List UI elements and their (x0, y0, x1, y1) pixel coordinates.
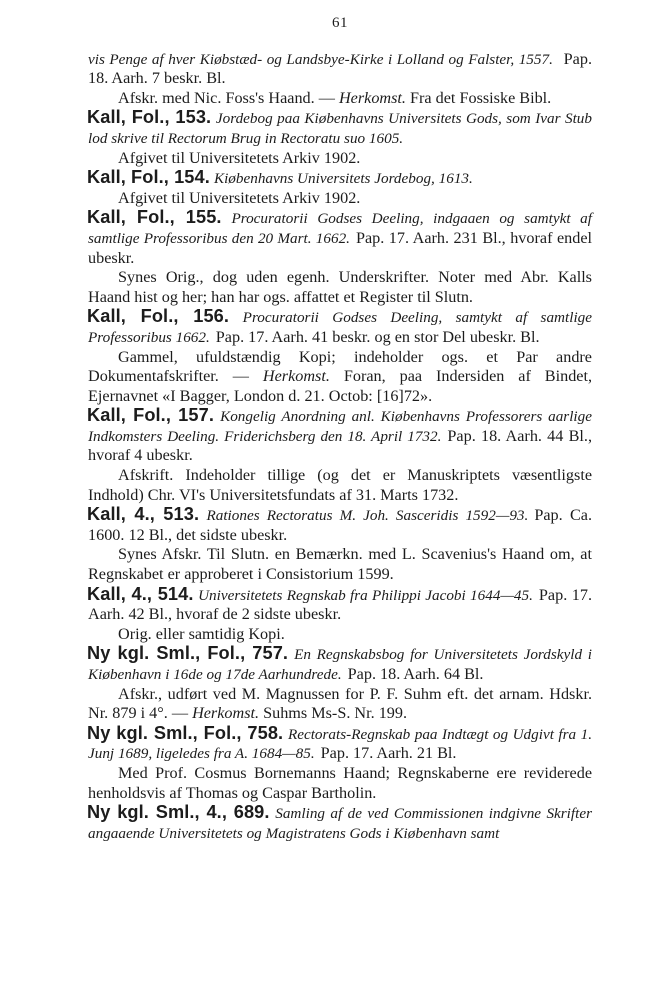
note-text: Afskrift. Indeholder tillige (og det er Manuskriptets væsentligste Indhold) Chr. VI's Universitetsfundats af 31. Marts 1732. (88, 466, 592, 504)
provenance-label: Herkomst. (262, 367, 330, 386)
entry-title: Jordebog paa Kiøbenhavns Universitets Gods, som Ivar Stub lod skrive til Rectorum Brug in Rectoratu suo 1605. (88, 110, 592, 147)
note-text: Synes Orig., dog uden egenh. Underskrifter. Noter med Abr. Kalls Haand hist og her; han har ogs. affattet et Register til Slutn. (88, 268, 592, 306)
entry-text (88, 108, 592, 148)
entry-note (88, 545, 592, 584)
entry-title: vis Penge af hver Kiøbstæd- og Landsbye-Kirke i Lolland og Falster, 1557. (88, 50, 553, 68)
entry-title: Procuratorii Godses Deeling, indgaaen og samtykt af samtlige Professoribus den 20 Mart. 1662. (88, 210, 592, 247)
catalog-entry (88, 208, 592, 307)
catalog-entries (88, 108, 592, 843)
entry-details: Pap. 18. Aarh. 44 Bl., hvoraf 4 ubeskr. (88, 426, 592, 465)
entry-details: Pap. Ca. 1600. 12 Bl., det sidste ubeskr. (88, 506, 593, 544)
note-tail: Fra det Fossiske Bibl. (410, 88, 552, 107)
shelfmark-heading: Kall, 4., 513. (87, 504, 200, 525)
entry-text (88, 585, 592, 625)
entry-title: Universitetets Regnskab fra Philippi Jacobi 1644—45. (198, 586, 533, 604)
note-text: Afskr. med Nic. Foss's Haand. — (118, 88, 335, 107)
provenance-label: Herkomst. (338, 88, 406, 107)
shelfmark-heading: Kall, Fol., 155. (87, 207, 222, 228)
entry-text (88, 50, 592, 89)
catalog-entry (88, 803, 592, 843)
entry-title: Kongelig Anordning anl. Kiøbenhavns Professorers aarlige Indkomsters Deeling. Friderichsberg den 18. April 1732. (88, 408, 592, 445)
entry-note (88, 189, 592, 209)
entry-text (88, 644, 592, 684)
shelfmark-heading: Kall, Fol., 153. (87, 107, 212, 128)
catalog-entry (88, 585, 592, 645)
shelfmark-heading: Kall, Fol., 154. (87, 167, 210, 188)
entry-note (88, 89, 592, 109)
entry-note (88, 348, 592, 407)
entry-title: Kiøbenhavns Universitets Jordebog, 1613. (213, 170, 473, 188)
note-text: Med Prof. Cosmus Bornemanns Haand; Regnskaberne ere reviderede henholdsvis af Thomas og Caspar Bartholin. (88, 763, 592, 802)
entry-note (88, 685, 592, 724)
shelfmark-heading: Kall, Fol., 157. (87, 405, 214, 426)
entry-note (88, 625, 592, 645)
shelfmark-heading: Kall, 4., 514. (87, 583, 194, 604)
entry-note (88, 764, 592, 803)
catalog-entry (88, 505, 592, 584)
page-number: 61 (332, 15, 348, 31)
note-text: Afgivet til Universitetets Arkiv 1902. (118, 148, 361, 167)
entry-note (88, 466, 592, 505)
catalog-entry (88, 307, 592, 406)
entry-details: Pap. 17. Aarh. 231 Bl., hvoraf endel ubeskr. (88, 228, 593, 267)
entry-text (88, 307, 592, 347)
entry-text (88, 724, 592, 764)
catalog-entry (88, 406, 592, 505)
entry-title: Rationes Rectoratus M. Joh. Sasceridis 1592—93. (206, 507, 529, 525)
shelfmark-heading: Ny kgl. Sml., Fol., 758. (87, 722, 284, 743)
catalog-entry (88, 724, 592, 803)
entry-details: Pap. 17. Aarh. 21 Bl. (320, 744, 457, 763)
entry-details: Pap. 17. Aarh. 42 Bl., hvoraf de 2 sidste ubeskr. (88, 585, 593, 624)
note-tail: Suhms Ms-S. Nr. 199. (263, 704, 408, 723)
entry-details: Pap. 18. Aarh. 7 beskr. Bl. (88, 49, 592, 88)
entry-title: Rectorats-Regnskab paa Indtægt og Udgivt fra 1. Junj 1689, ligeledes fra A. 1684—85. (88, 725, 593, 763)
note-text: Afskr., udført ved M. Magnussen for P. F. Suhm eft. det arnam. Hdskr. Nr. 879 i 4°. — (88, 684, 592, 723)
entry-text (88, 208, 592, 268)
note-tail: Foran, paa Indersiden af Bindet, Ejernavnet «I Bagger, London d. 21. Octob: [16]72». (88, 367, 593, 405)
note-text: Orig. eller samtidig Kopi. (118, 624, 285, 643)
provenance-label: Herkomst. (192, 704, 260, 723)
shelfmark-heading: Ny kgl. Sml., Fol., 757. (87, 643, 289, 664)
entry-title: Procuratorii Godses Deeling, samtykt af samtlige Professoribus 1662. (88, 309, 592, 346)
entry-text (88, 168, 592, 189)
shelfmark-heading: Ny kgl. Sml., 4., 689. (87, 802, 270, 823)
entry-title: En Regnskabsbog for Universitetets Jordskyld i Kiøbenhavn i 16de og 17de Aarhundrede. (88, 646, 593, 683)
note-text: Synes Afskr. Til Slutn. en Bemærkn. med L. Scavenius's Haand om, at Regnskabet er approberet i Consistorium 1599. (88, 545, 592, 584)
catalog-entry (88, 108, 592, 168)
entry-note (88, 149, 592, 169)
shelfmark-heading: Kall, Fol., 156. (87, 306, 230, 327)
entry-details: Pap. 18. Aarh. 64 Bl. (347, 665, 484, 683)
catalog-entry-continued (88, 50, 592, 109)
entry-details: Pap. 17. Aarh. 41 beskr. og en stor Del ubeskr. Bl. (215, 327, 540, 346)
note-text: Gammel, ufuldstændig Kopi; indeholder ogs. et Par andre Dokumentafskrifter. — (88, 347, 592, 386)
entry-text (88, 505, 592, 545)
note-text: Afgivet til Universitetets Arkiv 1902. (118, 188, 361, 207)
entry-title: Samling af de ved Commissionen indgivne Skrifter angaaende Universitetets og Magistratens Gods i Kiøbenhavn samt (88, 805, 592, 842)
entry-note (88, 268, 592, 307)
catalog-entry (88, 168, 592, 208)
catalog-entry (88, 644, 592, 723)
entry-text (88, 803, 592, 843)
entry-text (88, 406, 592, 466)
document-page (88, 14, 592, 843)
